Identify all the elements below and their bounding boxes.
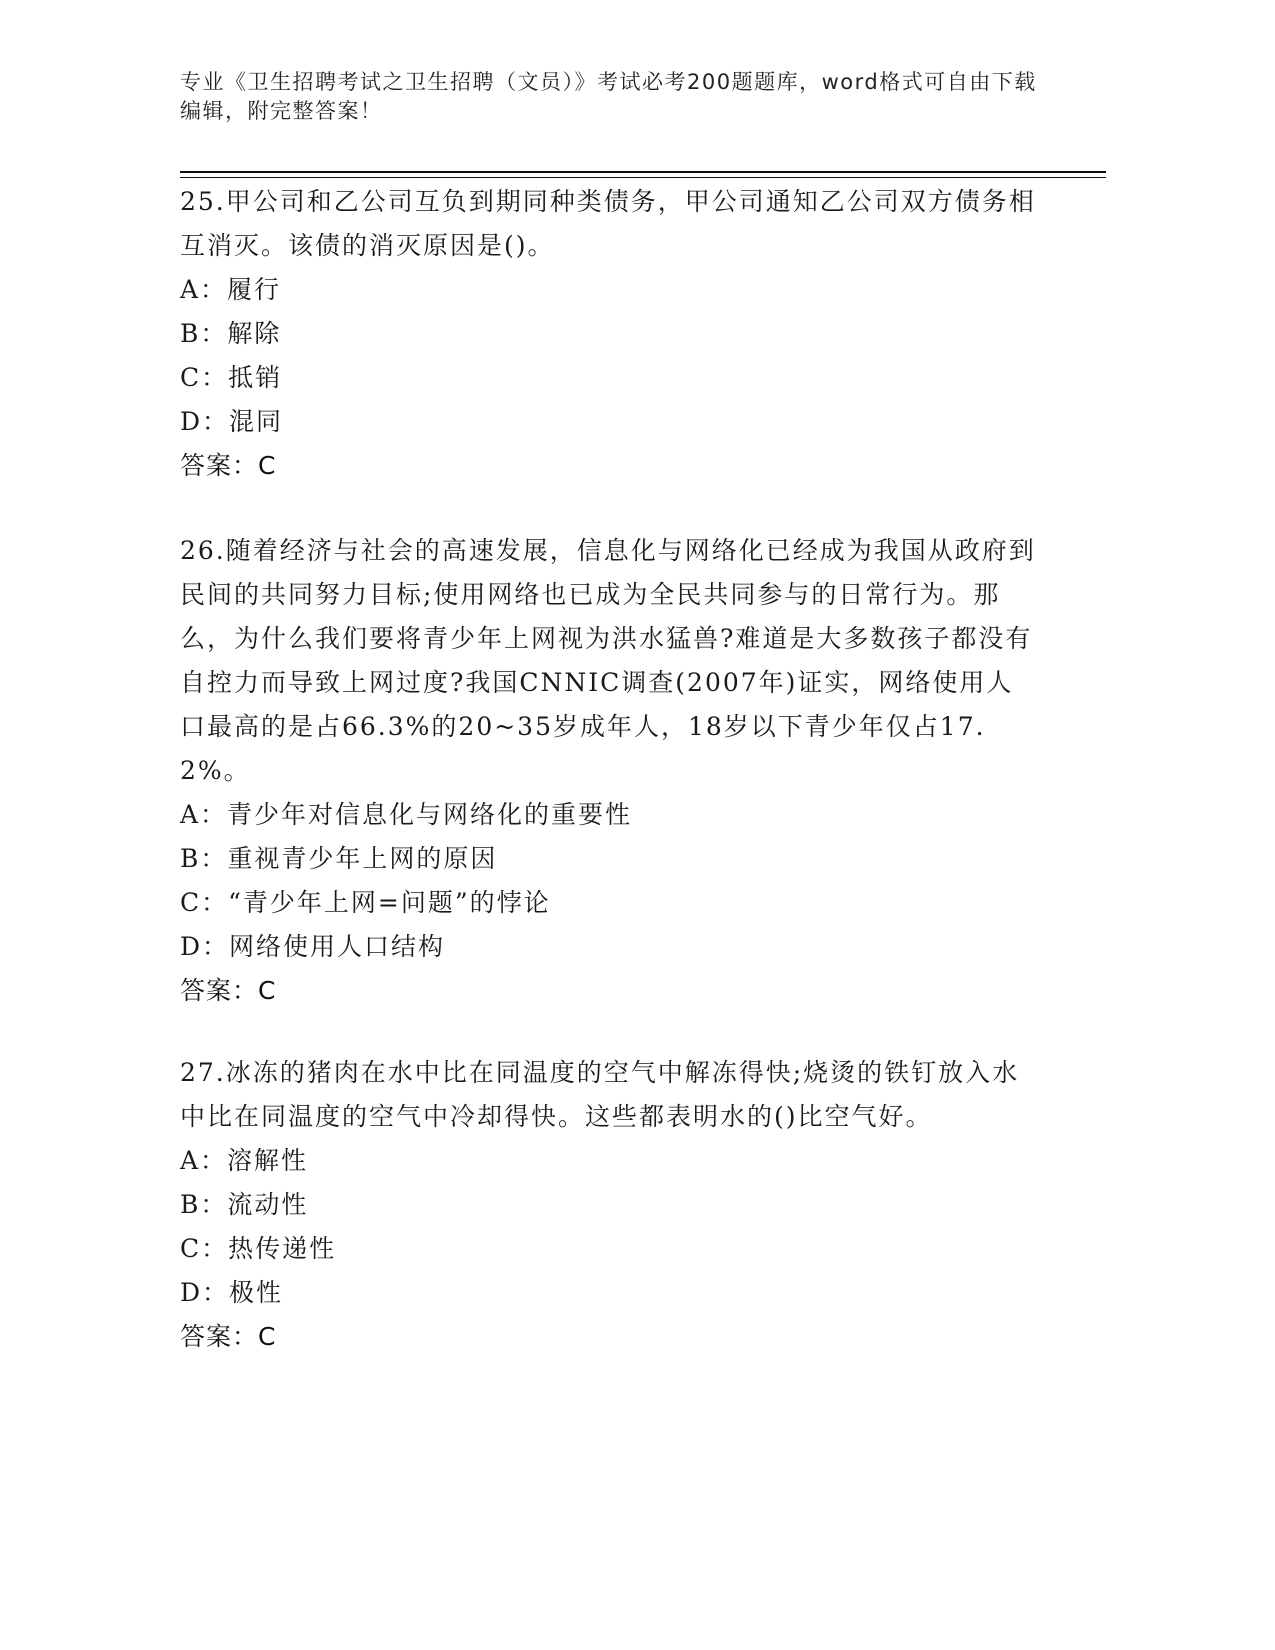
option-a: A：青少年对信息化与网络化的重要性 <box>180 800 633 829</box>
option-b: B：解除 <box>180 319 282 348</box>
option-b: B：流动性 <box>180 1190 309 1219</box>
question-26 <box>180 529 1040 1013</box>
option-c: C：热传递性 <box>180 1234 337 1263</box>
question-stem: 25.甲公司和乙公司互负到期同种类债务，甲公司通知乙公司双方债务相互消灭。该债的消灭原因是()。 <box>180 187 1036 260</box>
option-c: C：“青少年上网=问题”的悖论 <box>180 888 551 917</box>
document-header: 专业《卫生招聘考试之卫生招聘（文员）》考试必考200题题库，word格式可自由下载编辑，附完整答案！ <box>180 70 1037 123</box>
answer-line: 答案：C <box>180 451 277 480</box>
header-divider-thick <box>180 171 1106 173</box>
option-d: D：极性 <box>180 1278 284 1307</box>
option-d: D：网络使用人口结构 <box>180 932 446 961</box>
question-27 <box>180 1051 1040 1359</box>
option-a: A：溶解性 <box>180 1146 309 1175</box>
answer-line: 答案：C <box>180 1322 277 1351</box>
option-c: C：抵销 <box>180 363 283 392</box>
header-divider-thin <box>180 177 1106 178</box>
option-a: A：履行 <box>180 275 282 304</box>
question-25 <box>180 180 1040 488</box>
option-d: D：混同 <box>180 407 284 436</box>
answer-line: 答案：C <box>180 976 277 1005</box>
option-b: B：重视青少年上网的原因 <box>180 844 498 873</box>
question-stem: 26.随着经济与社会的高速发展，信息化与网络化已经成为我国从政府到民间的共同努力目标;使用网络也已成为全民共同参与的日常行为。那么，为什么我们要将青少年上网视为洪水猛兽?难道是大多数孩子都没有自控力而导致上网过度?我国CNNIC调查(2007年)证实，网络使用人口最高的是占66.3%的20~35岁成年人，18岁以下青少年仅占17.2%。 <box>180 536 1036 785</box>
question-stem: 27.冰冻的猪肉在水中比在同温度的空气中解冻得快;烧烫的铁钉放入水中比在同温度的空气中冷却得快。这些都表明水的()比空气好。 <box>180 1058 1020 1131</box>
